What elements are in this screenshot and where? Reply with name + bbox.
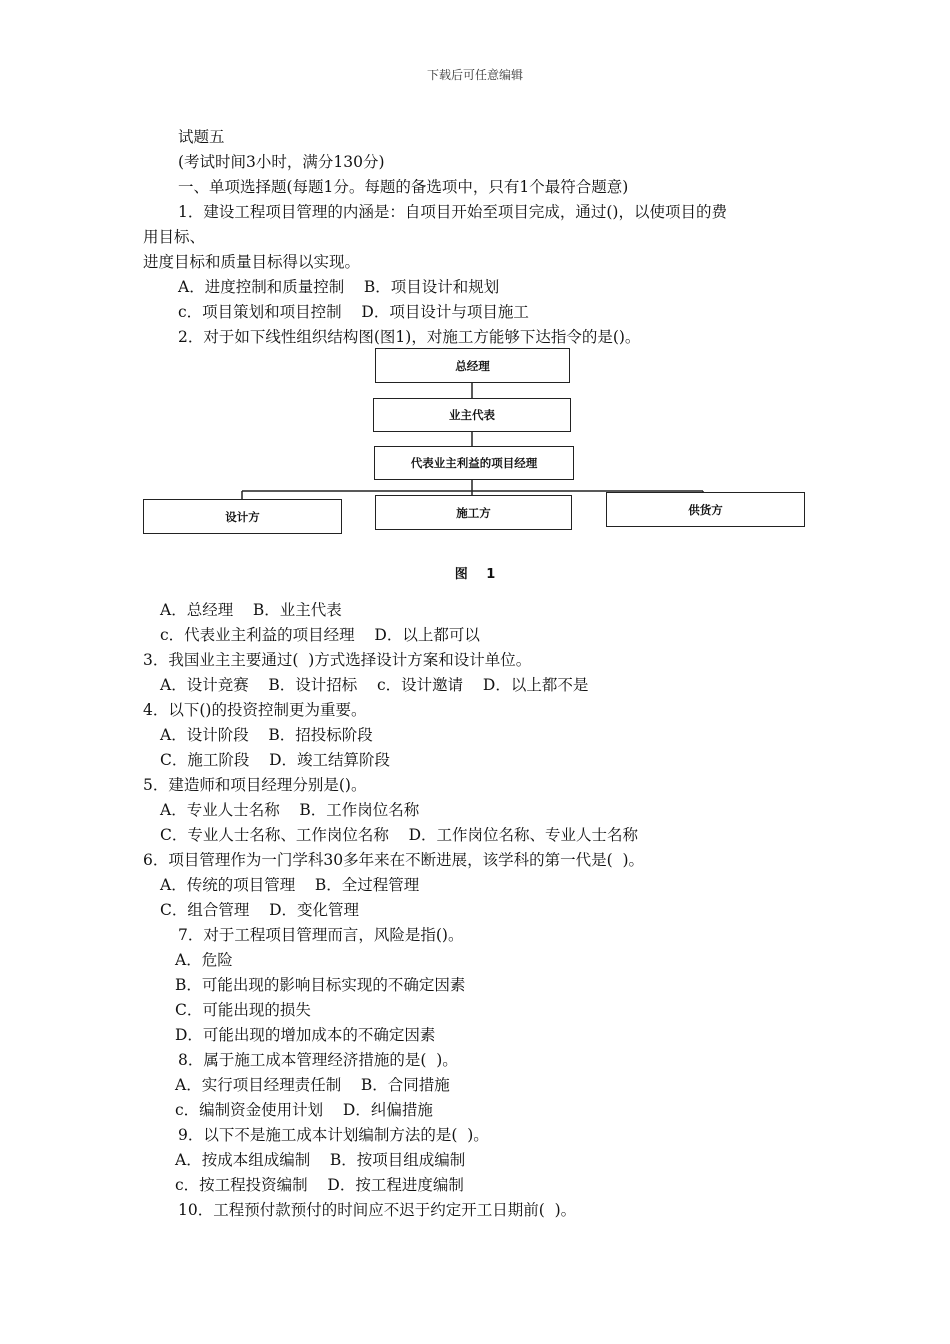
box-project-manager: 代表业主利益的项目经理 <box>374 446 574 480</box>
question-7: 7．对于工程项目管理而言，风险是指()。 <box>178 926 464 944</box>
question-8-options-1: A．实行项目经理责任制 B．合同措施 <box>175 1076 450 1094</box>
question-6: 6．项目管理作为一门学科30多年来在不断进展，该学科的第一代是( )。 <box>143 851 645 869</box>
question-5: 5．建造师和项目经理分别是()。 <box>143 776 367 794</box>
question-4: 4．以下()的投资控制更为重要。 <box>143 701 367 719</box>
figure-caption: 图 1 <box>454 567 496 582</box>
question-5-options-1: A．专业人士名称 B．工作岗位名称 <box>160 801 420 819</box>
exam-info: (考试时间3小时，满分130分) <box>178 153 385 171</box>
question-2-options-2: c．代表业主利益的项目经理 D．以上都可以 <box>160 626 480 644</box>
page-header: 下载后可任意编辑 <box>426 68 523 82</box>
question-7-option-d: D．可能出现的增加成本的不确定因素 <box>175 1026 436 1044</box>
exam-title: 试题五 <box>178 128 225 146</box>
question-5-options-2: C．专业人士名称、工作岗位名称 D．工作岗位名称、专业人士名称 <box>160 826 638 844</box>
question-6-options-1: A．传统的项目管理 B．全过程管理 <box>160 876 420 894</box>
question-9-options-2: c．按工程投资编制 D．按工程进度编制 <box>175 1176 464 1194</box>
question-2-options-1: A．总经理 B．业主代表 <box>160 601 342 619</box>
question-2: 2．对于如下线性组织结构图(图1)，对施工方能够下达指令的是()。 <box>178 328 641 346</box>
box-constructor: 施工方 <box>375 495 572 530</box>
question-10: 10．工程预付款预付的时间应不迟于约定开工日期前( )。 <box>178 1201 577 1219</box>
box-designer: 设计方 <box>143 499 342 534</box>
question-1-line-2: 用目标、 <box>143 228 206 246</box>
question-3: 3．我国业主主要通过( )方式选择设计方案和设计单位。 <box>143 651 532 669</box>
question-1-options-1: A．进度控制和质量控制 B．项目设计和规划 <box>178 278 500 296</box>
question-3-options: A．设计竞赛 B．设计招标 c．设计邀请 D．以上都不是 <box>160 676 589 694</box>
question-9-options-1: A．按成本组成编制 B．按项目组成编制 <box>175 1151 466 1169</box>
question-7-option-c: C．可能出现的损失 <box>175 1001 311 1019</box>
question-1-line-1: 1．建设工程项目管理的内涵是：自项目开始至项目完成，通过()，以使项目的费 <box>178 203 727 221</box>
question-4-options-2: C．施工阶段 D．竣工结算阶段 <box>160 751 390 769</box>
question-7-option-b: B．可能出现的影响目标实现的不确定因素 <box>175 976 466 994</box>
question-8: 8．属于施工成本管理经济措施的是( )。 <box>178 1051 458 1069</box>
question-1-options-2: c．项目策划和项目控制 D．项目设计与项目施工 <box>178 303 529 321</box>
section-heading: 一、单项选择题(每题1分。每题的备选项中，只有1个最符合题意) <box>178 178 629 196</box>
question-4-options-1: A．设计阶段 B．招投标阶段 <box>160 726 373 744</box>
question-8-options-2: c．编制资金使用计划 D．纠偏措施 <box>175 1101 433 1119</box>
question-1-line-3: 进度目标和质量目标得以实现。 <box>143 253 361 271</box>
box-owner-representative: 业主代表 <box>373 398 571 432</box>
question-9: 9．以下不是施工成本计划编制方法的是( )。 <box>178 1126 489 1144</box>
box-supplier: 供货方 <box>606 492 805 527</box>
box-general-manager: 总经理 <box>375 348 570 383</box>
org-chart <box>140 345 810 545</box>
question-7-option-a: A．危险 <box>175 951 233 969</box>
question-6-options-2: C．组合管理 D．变化管理 <box>160 901 359 919</box>
